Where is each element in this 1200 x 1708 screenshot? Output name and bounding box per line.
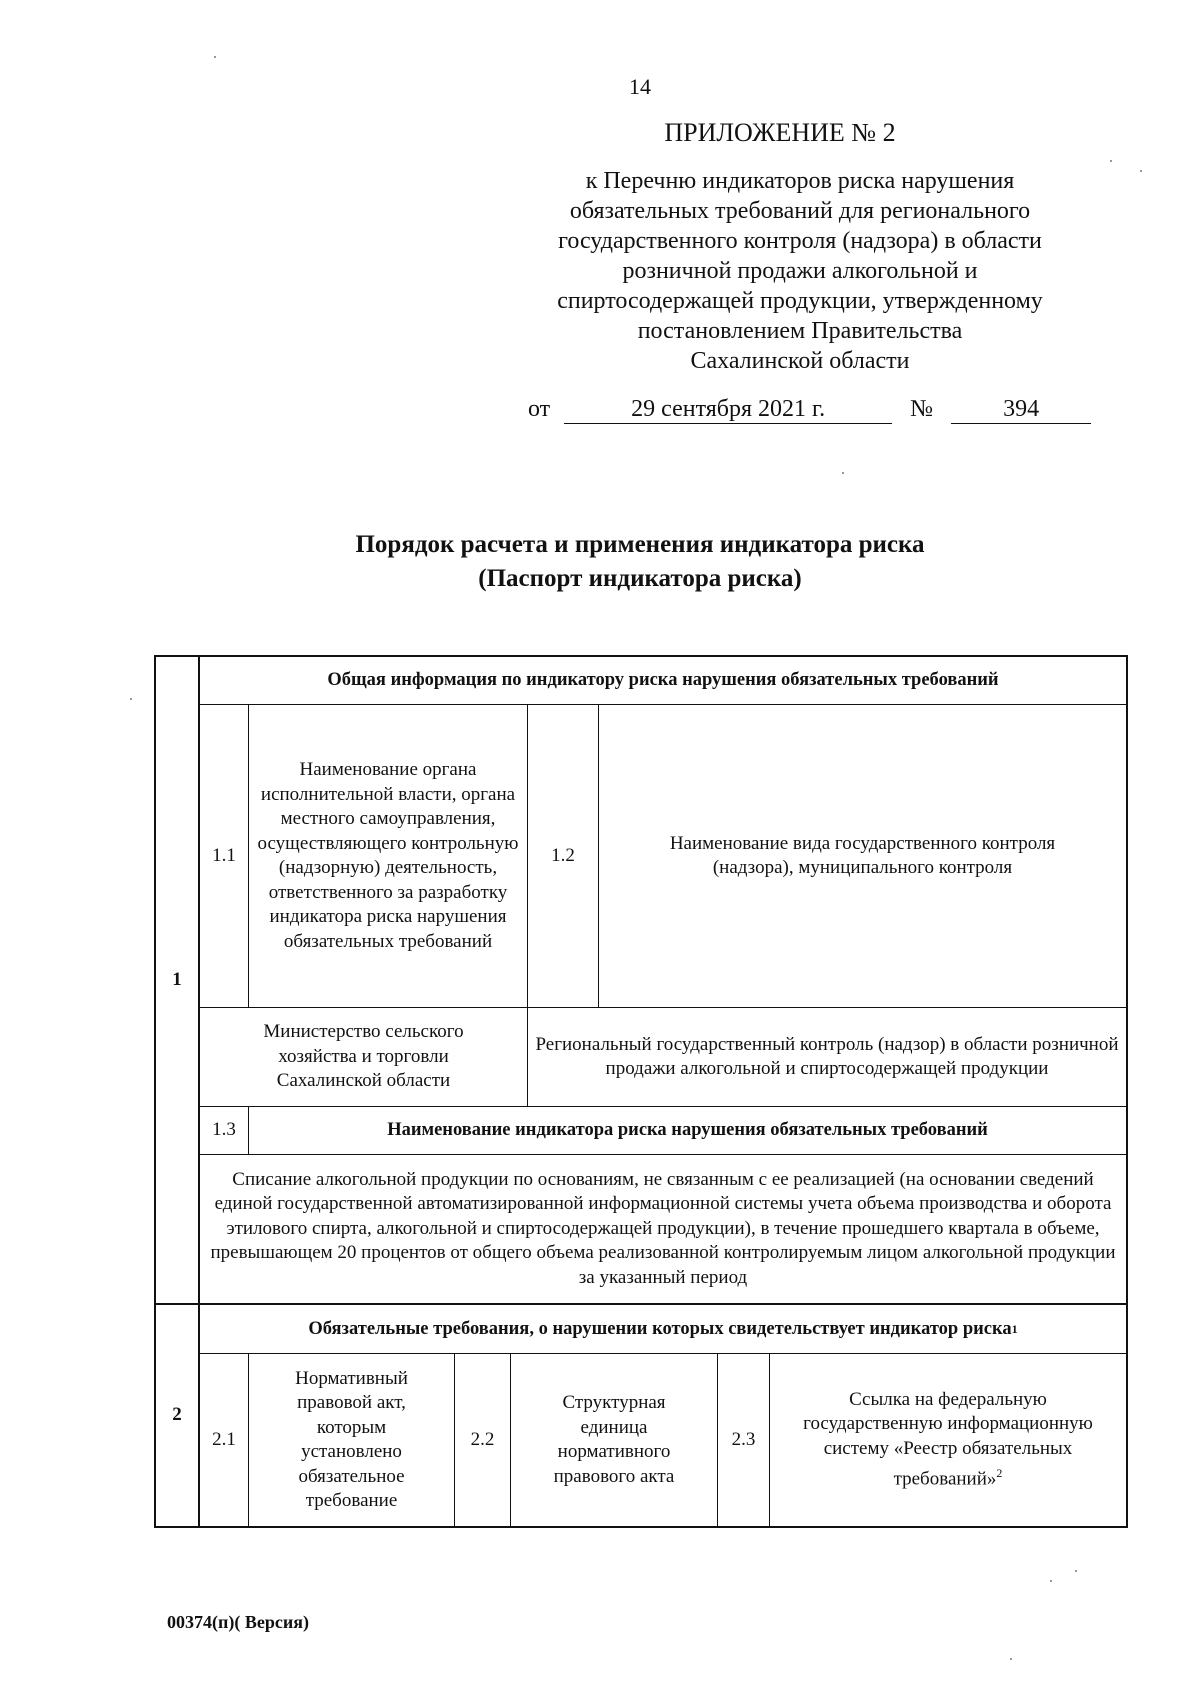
reference-line: спиртосодержащей продукции, утвержденному bbox=[557, 288, 1043, 314]
item-1-1-label: Наименование органа исполнительной власти, органа местного самоуправления, осуществляющего контрольную (надзорную) деятельность, ответственного за разработку индикатора риска нарушения обязательных требований bbox=[257, 759, 519, 952]
item-1-1-value: Министерство сельского хозяйства и торговли Сахалинской области bbox=[263, 1021, 464, 1092]
scan-speck bbox=[1075, 1570, 1077, 1572]
title-line: Порядок расчета и применения индикатора риска bbox=[355, 531, 925, 558]
section-1-header: Общая информация по индикатору риска нарушения обязательных требований bbox=[327, 670, 999, 691]
document-title bbox=[0, 528, 1200, 596]
reference-line: Сахалинской области bbox=[690, 348, 910, 374]
appendix-title: ПРИЛОЖЕНИЕ № 2 bbox=[664, 118, 896, 147]
item-2-1-label: Нормативный правовой акт, которым установлено обязательное требование bbox=[295, 1367, 408, 1511]
resolution-number: 394 bbox=[951, 395, 1091, 424]
reference-line: обязательных требований для регионального bbox=[569, 198, 1031, 224]
item-2-2-label: Структурная единица нормативного правового акта bbox=[553, 1392, 675, 1487]
number-sign-label: № bbox=[910, 396, 934, 422]
item-number-2-3: 2.3 bbox=[731, 1428, 756, 1450]
document-version-code: 00374(п)( Версия) bbox=[167, 1612, 309, 1632]
item-2-3-cell bbox=[770, 1354, 1126, 1526]
reference-line: к Перечню индикаторов риска нарушения bbox=[585, 168, 1015, 194]
item-1-3-value: Списание алкогольной продукции по основаниям, не связанным с ее реализацией (на основании сведений единой государственной автоматизированной информационной системы учета объема производства и оборота этилового спирта, алкогольной и спиртосодержащей продукции), в течение прошедшего квартала в объеме, превышающем 20 процентов от общего объема реализованной контролируемым лицом алкогольной продукции за указанный период bbox=[210, 1168, 1116, 1288]
scan-speck bbox=[1110, 160, 1112, 162]
reference-line: постановлением Правительства bbox=[637, 318, 963, 344]
scan-speck bbox=[1010, 1658, 1012, 1660]
footnote-marker: 1 bbox=[1011, 1321, 1018, 1336]
item-number-1-1: 1.1 bbox=[212, 844, 236, 866]
item-2-3-label: Ссылка на федеральную государственную информационную систему «Реестр обязательных требований» bbox=[803, 1388, 1093, 1490]
risk-indicator-passport-table bbox=[154, 655, 1128, 1528]
table-border-right bbox=[1126, 655, 1128, 1528]
item-number-1-2: 1.2 bbox=[551, 844, 575, 866]
resolution-date: 29 сентября 2021 г. bbox=[564, 395, 892, 424]
section-2-header bbox=[200, 1305, 1126, 1353]
scan-speck bbox=[130, 698, 132, 700]
title-line: (Паспорт индикатора риска) bbox=[478, 565, 802, 592]
section-number-2: 2 bbox=[172, 1404, 182, 1426]
resolution-date-line bbox=[528, 395, 1091, 424]
date-from-label: от bbox=[528, 396, 551, 422]
item-1-3-label: Наименование индикатора риска нарушения обязательных требований bbox=[387, 1120, 988, 1141]
item-1-2-value: Региональный государственный контроль (надзор) в области розничной продажи алкогольной и спиртосодержащей продукции bbox=[535, 1033, 1119, 1079]
item-number-1-3: 1.3 bbox=[212, 1119, 236, 1141]
scan-speck bbox=[842, 472, 844, 474]
scan-speck bbox=[1050, 1580, 1052, 1582]
reference-line: розничной продажи алкогольной и bbox=[622, 258, 978, 284]
scan-speck bbox=[1140, 170, 1142, 172]
table-border-bottom bbox=[154, 1526, 1128, 1528]
reference-line: государственного контроля (надзора) в области bbox=[558, 228, 1042, 254]
appendix-reference bbox=[500, 166, 1100, 376]
page-number: 14 bbox=[629, 74, 651, 99]
item-1-2-label: Наименование вида государственного контроля (надзора), муниципального контроля bbox=[669, 832, 1056, 878]
scan-speck bbox=[214, 56, 216, 58]
section-2-header-text: Обязательные требования, о нарушении которых свидетельствует индикатор риска bbox=[308, 1318, 1012, 1339]
footnote-marker: 2 bbox=[996, 1466, 1003, 1481]
item-number-2-1: 2.1 bbox=[212, 1428, 236, 1450]
section-number-1: 1 bbox=[172, 968, 182, 990]
item-number-2-2: 2.2 bbox=[470, 1428, 495, 1450]
